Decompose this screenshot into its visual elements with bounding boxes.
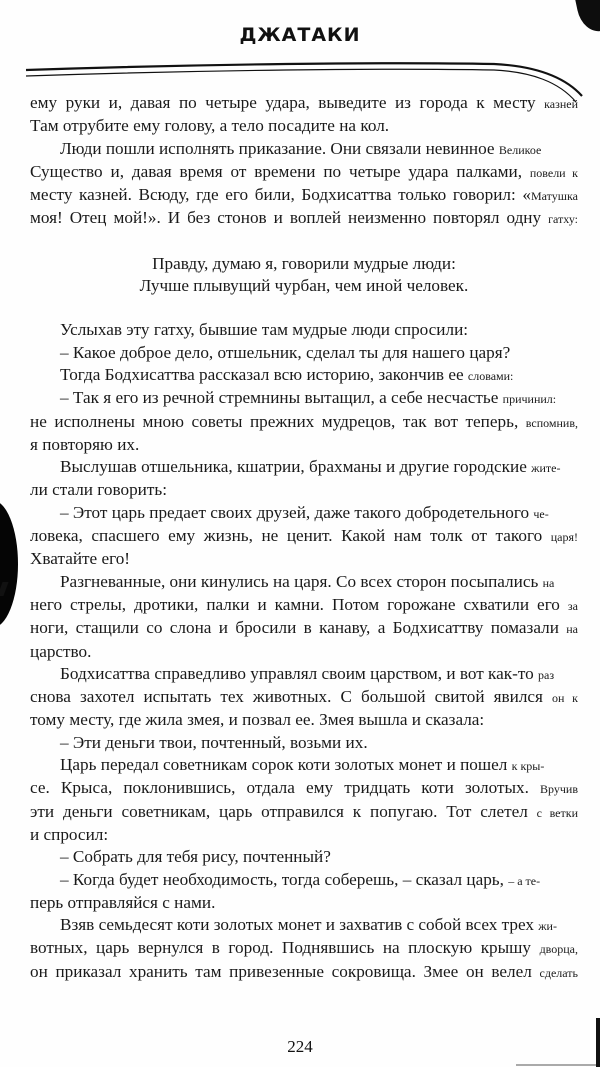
text-line: [30, 548, 578, 570]
line-text: ему руки и, давая по четыре удара, выведите из города к месту: [30, 93, 545, 112]
line-tail: дворца,: [539, 942, 578, 957]
scan-edge-bottom: [516, 1064, 596, 1066]
text-line: [30, 525, 578, 548]
line-text: тому месту, где жила змея, и позвал ее. Змея вышла и сказала:: [30, 710, 485, 730]
text-line: [30, 754, 578, 777]
line-tail: за: [567, 598, 578, 613]
text-line: [30, 364, 578, 387]
text-line: [30, 434, 578, 456]
line-text: ли стали говорить:: [30, 480, 167, 500]
line-text: Тогда Бодхисаттва рассказал всю историю, закончив ее: [60, 364, 468, 384]
line-text: Взяв семьдесят коти золотых монет и захватив с собой всех трех: [60, 915, 539, 935]
verse-line: [30, 253, 578, 275]
line-text: – Собрать для тебя рису, почтенный?: [60, 847, 331, 867]
text-line: [30, 387, 578, 410]
line-text: снова захотел испытать тех животных. С большой свитой явился: [30, 687, 552, 707]
line-text: Царь передал советникам сорок коти золотых монет и пошел: [60, 755, 512, 775]
line-text: не исполнены мною советы прежних мудрецов, так вот теперь,: [30, 411, 526, 431]
scan-thumb-shadow: [0, 500, 18, 628]
line-tail: казней: [544, 97, 578, 111]
line-tail: сделать: [539, 965, 578, 980]
line-text: эти деньги советникам, царь отправился к попугаю. Тот слетел: [30, 801, 537, 821]
line-text: – Эти деньги твои, почтенный, возьми их.: [60, 732, 368, 752]
line-tail: на: [542, 575, 555, 590]
text-line: [30, 115, 578, 137]
text-line: [30, 892, 578, 914]
line-text: Там отрубите ему голову, а тело посадите на кол.: [30, 116, 390, 136]
line-text: Лучше плывущий чурбан, чем иной человек.: [139, 276, 469, 296]
text-line: [30, 961, 578, 984]
text-line: [30, 92, 578, 115]
line-text: – Какое доброе дело, отшельник, сделал ты для нашего царя?: [60, 342, 511, 362]
line-text: ловека, спасшего ему жизнь, не ценит. Какой нам толк от такого: [30, 526, 551, 546]
line-text: я повторяю их.: [30, 434, 140, 454]
text-line: [30, 686, 578, 709]
text-line: [30, 207, 578, 230]
line-tail: жите-: [531, 461, 561, 476]
text-line: [30, 914, 578, 937]
text-line: [30, 161, 578, 184]
line-text: царство.: [30, 641, 92, 661]
line-tail: жи-: [538, 919, 557, 934]
body-text: [30, 92, 578, 984]
text-line: [30, 777, 578, 800]
line-text: Бодхисаттва справедливо управлял своим царством, и вот как-то: [60, 663, 539, 683]
text-line: [30, 594, 578, 617]
text-line: [30, 319, 578, 341]
line-text: перь отправляйся с нами.: [30, 892, 216, 912]
line-text: Хватайте его!: [30, 549, 131, 569]
text-line: [30, 571, 578, 594]
text-line: [30, 663, 578, 686]
line-tail: Вручив: [540, 782, 578, 797]
paragraph-gap: [30, 297, 578, 319]
text-line: [30, 732, 578, 754]
line-tail: повели к: [529, 165, 578, 180]
line-text: Выслушав отшельника, кшатрии, брахманы и другие городские: [60, 457, 532, 477]
text-line: [30, 641, 578, 663]
line-text: месту казней. Всюду, где его били, Бодхисаттва только говорил: «: [30, 185, 531, 205]
line-tail: царя!: [550, 530, 578, 545]
verse-line: [30, 275, 578, 297]
text-line: [30, 411, 578, 434]
text-line: [30, 869, 578, 892]
text-line: [30, 456, 578, 479]
line-tail: словами:: [467, 368, 514, 383]
line-tail: – а те-: [508, 873, 541, 888]
line-text: ноги, стащили со слона и бросили в канаву, а Бодхисаттву помазали: [30, 618, 567, 638]
text-line: [30, 937, 578, 960]
line-text: – Так я его из речной стремнины вытащил, а себе несчастье: [60, 388, 503, 408]
text-line: [30, 824, 578, 846]
text-line: [30, 479, 578, 501]
line-tail: на: [566, 622, 578, 637]
line-text: вотных, царь вернулся в город. Поднявшись на плоскую крышу: [30, 938, 540, 958]
line-text: – Этот царь предает своих друзей, даже такого добродетельного: [60, 502, 534, 522]
text-line: [30, 801, 578, 824]
text-line: [30, 502, 578, 525]
text-line: [30, 709, 578, 731]
line-text: Услыхав эту гатху, бывшие там мудрые люди спросили:: [60, 320, 469, 340]
line-tail: че-: [533, 506, 549, 521]
line-text: – Когда будет необходимость, тогда соберешь, – сказал царь,: [60, 869, 509, 889]
page-number: 224: [287, 1037, 313, 1056]
running-title: ДЖАТАКИ: [239, 24, 361, 46]
line-tail: раз: [538, 667, 555, 682]
line-text: Люди пошли исполнять приказание. Они связали невинное: [60, 138, 499, 158]
line-tail: к кры-: [511, 759, 545, 774]
text-line: [30, 342, 578, 364]
line-text: моя! Отец мой!». И без стонов и воплей неизменно повторял одну: [30, 208, 549, 228]
line-text: се. Крыса, поклонившись, отдала ему тридцать коти золотых.: [30, 778, 541, 798]
text-line: [30, 846, 578, 868]
line-text: и спросил:: [30, 824, 109, 844]
line-text: он приказал хранить там привезенные сокровища. Змее он велел: [30, 961, 540, 981]
paragraph-gap: [30, 231, 578, 253]
text-line: [30, 138, 578, 161]
line-text: Разгневанные, они кинулись на царя. Со всех сторон посыпались: [60, 571, 543, 591]
line-text: него стрелы, дротики, палки и камни. Потом горожане схватили его: [30, 594, 568, 614]
line-tail: причинил:: [502, 392, 557, 407]
line-text: Существо и, давая время от времени по четыре удара палками,: [30, 161, 530, 181]
line-text: Правду, думаю я, говорили мудрые люди:: [152, 253, 456, 273]
line-tail: Матушка: [531, 189, 578, 204]
line-tail: Великое: [498, 142, 542, 157]
line-tail: с ветки: [536, 805, 578, 820]
line-tail: вспомнив,: [525, 415, 578, 430]
line-tail: гатху:: [548, 212, 578, 227]
text-line: [30, 617, 578, 640]
line-tail: он к: [552, 691, 578, 706]
text-line: [30, 184, 578, 207]
